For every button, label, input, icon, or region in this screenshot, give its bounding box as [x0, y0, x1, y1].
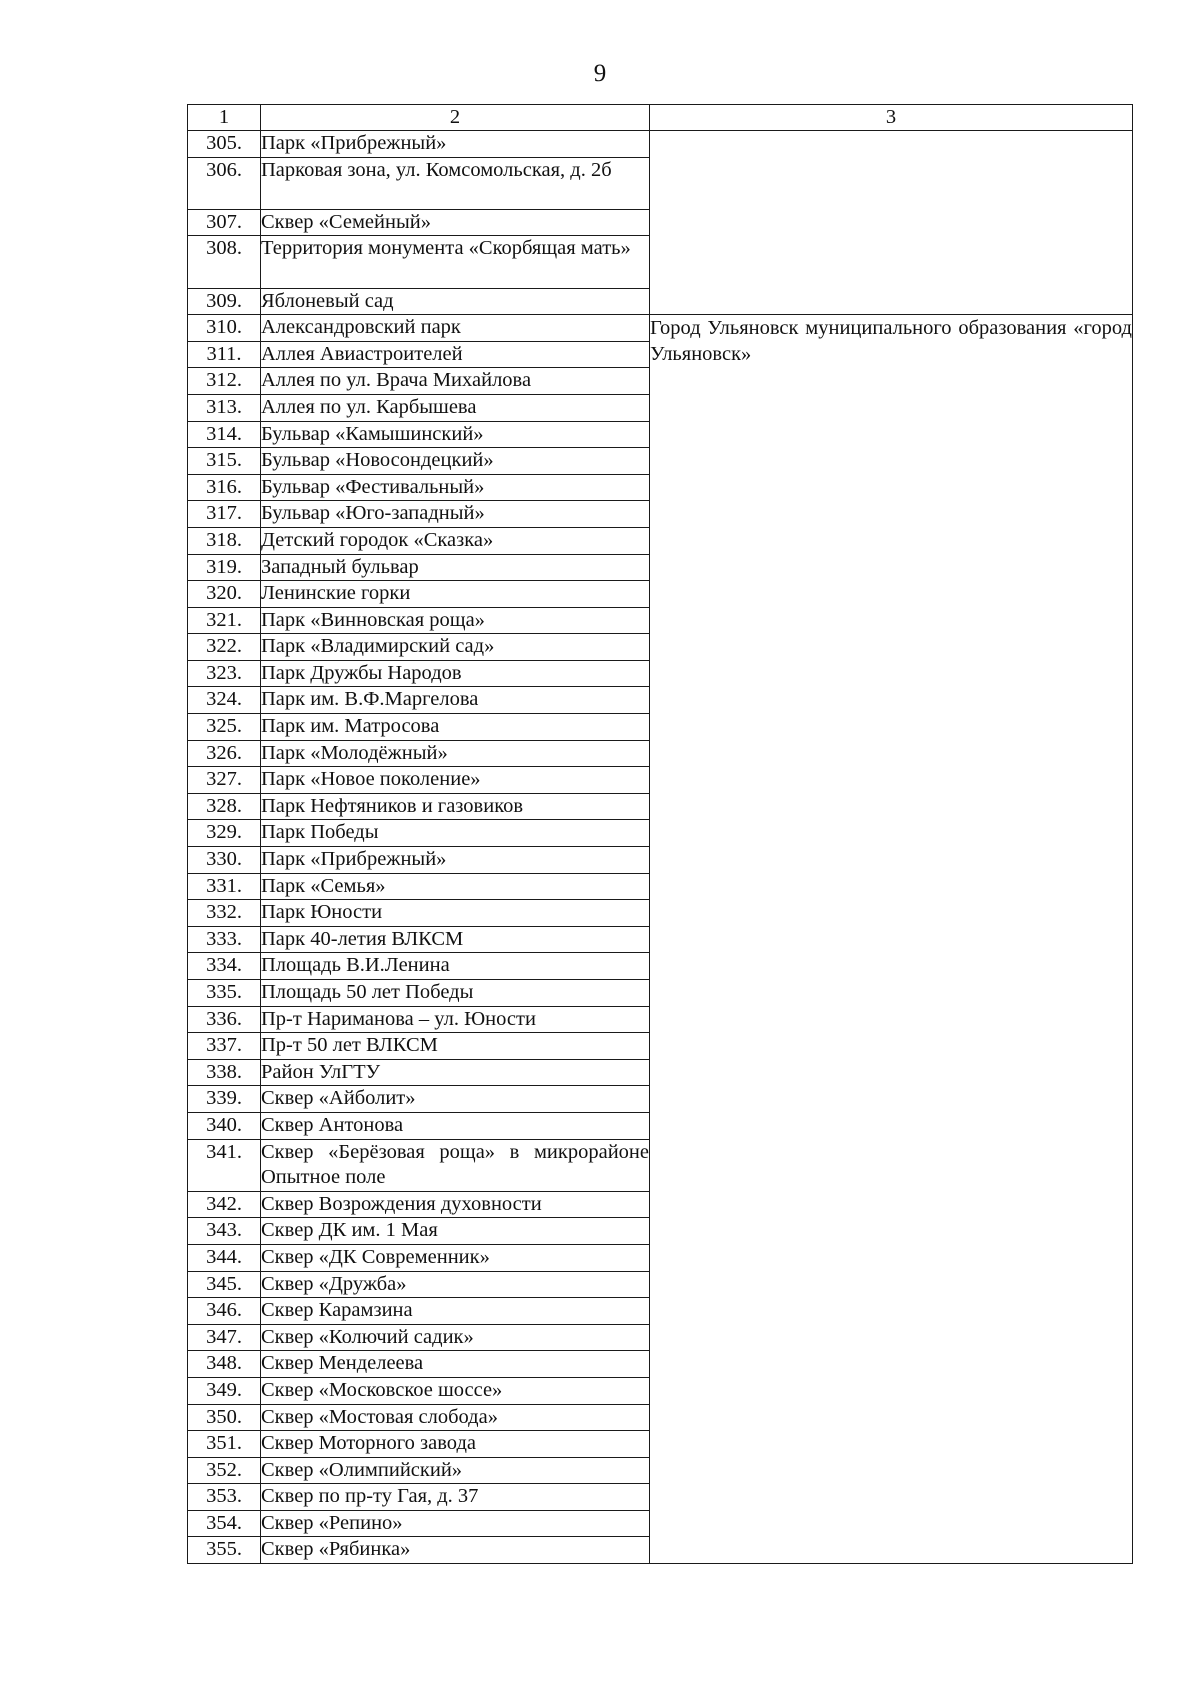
- column-header-3: 3: [650, 105, 1133, 131]
- row-number: 338.: [188, 1059, 261, 1086]
- table-row: [188, 315, 1133, 342]
- green-area-name: Бульвар «Новосондецкий»: [261, 448, 650, 475]
- location-text: Город Ульяновск муниципального образования «город Ульяновск»: [650, 317, 1132, 366]
- green-area-name: Сквер «Колючий садик»: [261, 1324, 650, 1351]
- row-number: 327.: [188, 767, 261, 794]
- green-area-name: Яблоневый сад: [261, 288, 650, 315]
- green-area-name: Парк Нефтяников и газовиков: [261, 793, 650, 820]
- green-area-name: Сквер по пр-ту Гая, д. 37: [261, 1484, 650, 1511]
- green-area-name: Сквер «Рябинка»: [261, 1537, 650, 1564]
- green-area-name: Территория монумента «Скорбящая мать»: [261, 236, 650, 288]
- row-number: 321.: [188, 607, 261, 634]
- green-area-name: Сквер ДК им. 1 Мая: [261, 1218, 650, 1245]
- register-table: [187, 104, 1133, 1564]
- row-number: 346.: [188, 1298, 261, 1325]
- row-number: 344.: [188, 1244, 261, 1271]
- row-number: 315.: [188, 448, 261, 475]
- green-area-name: Парковая зона, ул. Комсомольская, д. 2б: [261, 157, 650, 209]
- row-number: 307.: [188, 209, 261, 236]
- row-number: 314.: [188, 421, 261, 448]
- green-area-name: Аллея по ул. Врача Михайлова: [261, 368, 650, 395]
- row-number: 342.: [188, 1191, 261, 1218]
- row-number: 316.: [188, 474, 261, 501]
- row-number: 324.: [188, 687, 261, 714]
- green-area-name: Площадь 50 лет Победы: [261, 980, 650, 1007]
- row-number: 309.: [188, 288, 261, 315]
- row-number: 305.: [188, 131, 261, 158]
- row-number: 352.: [188, 1457, 261, 1484]
- column-header-1: 1: [188, 105, 261, 131]
- green-area-name: Бульвар «Фестивальный»: [261, 474, 650, 501]
- row-number: 345.: [188, 1271, 261, 1298]
- table-row: [188, 131, 1133, 158]
- green-area-name: Аллея по ул. Карбышева: [261, 394, 650, 421]
- green-area-name: Парк «Прибрежный»: [261, 847, 650, 874]
- green-area-name: Пр-т Нариманова – ул. Юности: [261, 1006, 650, 1033]
- row-number: 351.: [188, 1431, 261, 1458]
- row-number: 310.: [188, 315, 261, 342]
- row-number: 348.: [188, 1351, 261, 1378]
- row-number: 337.: [188, 1033, 261, 1060]
- row-number: 330.: [188, 847, 261, 874]
- row-number: 343.: [188, 1218, 261, 1245]
- row-number: 350.: [188, 1404, 261, 1431]
- green-area-name: Сквер Карамзина: [261, 1298, 650, 1325]
- green-area-name: Сквер «Семейный»: [261, 209, 650, 236]
- row-number: 328.: [188, 793, 261, 820]
- green-area-name: Бульвар «Юго-западный»: [261, 501, 650, 528]
- green-area-name: Бульвар «Камышинский»: [261, 421, 650, 448]
- row-number: 353.: [188, 1484, 261, 1511]
- green-area-name: Парк Юности: [261, 900, 650, 927]
- green-area-name: Сквер Возрождения духовности: [261, 1191, 650, 1218]
- green-area-name: Парк «Семья»: [261, 873, 650, 900]
- green-area-name: Парк им. В.Ф.Маргелова: [261, 687, 650, 714]
- row-number: 349.: [188, 1377, 261, 1404]
- green-area-name: Парк «Винновская роща»: [261, 607, 650, 634]
- green-area-name: Детский городок «Сказка»: [261, 527, 650, 554]
- row-number: 322.: [188, 634, 261, 661]
- green-area-name: Сквер «ДК Современник»: [261, 1244, 650, 1271]
- row-number: 333.: [188, 926, 261, 953]
- green-area-name: Парк «Новое поколение»: [261, 767, 650, 794]
- row-number: 320.: [188, 581, 261, 608]
- green-area-name: Сквер «Московское шоссе»: [261, 1377, 650, 1404]
- green-area-name: Парк «Прибрежный»: [261, 131, 650, 158]
- green-area-name: Сквер Антонова: [261, 1112, 650, 1139]
- green-area-name: Сквер «Айболит»: [261, 1086, 650, 1113]
- row-number: 339.: [188, 1086, 261, 1113]
- green-area-name: Сквер «Репино»: [261, 1510, 650, 1537]
- green-area-name: Парк Победы: [261, 820, 650, 847]
- green-area-name: Район УлГТУ: [261, 1059, 650, 1086]
- column-header-2: 2: [261, 105, 650, 131]
- row-number: 325.: [188, 714, 261, 741]
- green-area-name: Пр-т 50 лет ВЛКСМ: [261, 1033, 650, 1060]
- row-number: 332.: [188, 900, 261, 927]
- row-number: 347.: [188, 1324, 261, 1351]
- group-a-location-cell: [650, 131, 1133, 315]
- green-area-name: Парк 40-летия ВЛКСМ: [261, 926, 650, 953]
- green-area-name: Аллея Авиастроителей: [261, 341, 650, 368]
- row-number: 340.: [188, 1112, 261, 1139]
- row-number: 335.: [188, 980, 261, 1007]
- row-number: 313.: [188, 394, 261, 421]
- green-area-name: Площадь В.И.Ленина: [261, 953, 650, 980]
- row-number: 308.: [188, 236, 261, 288]
- register-table-body: [188, 105, 1133, 1564]
- green-area-name: Ленинские горки: [261, 581, 650, 608]
- green-area-name: Сквер «Дружба»: [261, 1271, 650, 1298]
- row-number: 323.: [188, 660, 261, 687]
- row-number: 306.: [188, 157, 261, 209]
- row-number: 355.: [188, 1537, 261, 1564]
- row-number: 317.: [188, 501, 261, 528]
- row-number: 329.: [188, 820, 261, 847]
- green-area-name: Сквер «Олимпийский»: [261, 1457, 650, 1484]
- green-area-name: Западный бульвар: [261, 554, 650, 581]
- row-number: 312.: [188, 368, 261, 395]
- row-number: 341.: [188, 1139, 261, 1191]
- green-area-name: Сквер «Мостовая слобода»: [261, 1404, 650, 1431]
- row-number: 331.: [188, 873, 261, 900]
- green-area-name: Сквер «Берёзовая роща» в микрорайоне Опытное поле: [261, 1139, 650, 1191]
- row-number: 326.: [188, 740, 261, 767]
- page-number: 9: [593, 60, 607, 87]
- table-header-row: [188, 105, 1133, 131]
- row-number: 354.: [188, 1510, 261, 1537]
- row-number: 311.: [188, 341, 261, 368]
- group-b-location-cell: [650, 315, 1133, 1564]
- green-area-name: Парк им. Матросова: [261, 714, 650, 741]
- green-area-name: Сквер Моторного завода: [261, 1431, 650, 1458]
- green-area-name: Парк Дружбы Народов: [261, 660, 650, 687]
- row-number: 336.: [188, 1006, 261, 1033]
- row-number: 319.: [188, 554, 261, 581]
- green-area-name: Парк «Владимирский сад»: [261, 634, 650, 661]
- green-area-name: Сквер Менделеева: [261, 1351, 650, 1378]
- row-number: 334.: [188, 953, 261, 980]
- green-area-name: Парк «Молодёжный»: [261, 740, 650, 767]
- green-area-name: Александровский парк: [261, 315, 650, 342]
- row-number: 318.: [188, 527, 261, 554]
